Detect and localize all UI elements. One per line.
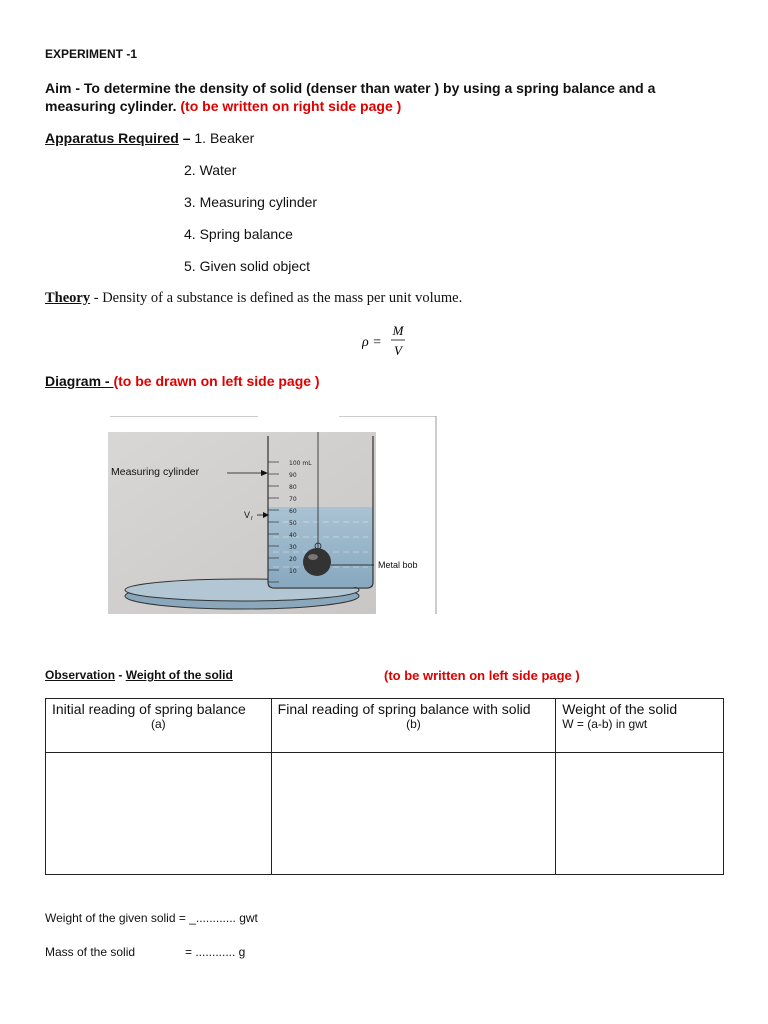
observation-dash: - [115, 668, 126, 682]
cell-initial-reading[interactable] [46, 753, 272, 875]
apparatus-item: 5. Given solid object [184, 258, 311, 274]
header-initial-reading [46, 699, 272, 753]
scale-mark: 20 [289, 556, 297, 563]
header-sub: W = (a-b) in gwt [562, 717, 648, 731]
formula-denominator: V [394, 343, 402, 358]
vr-label: V [244, 510, 251, 520]
scale-mark: 10 [289, 568, 297, 575]
table-header-row [46, 699, 724, 753]
apparatus-item: 3. Measuring cylinder [184, 194, 318, 210]
scale-mark: 50 [289, 520, 297, 527]
header-final-reading [271, 699, 556, 753]
table-row [46, 753, 724, 875]
cell-final-reading[interactable] [271, 753, 556, 875]
formula-lhs: ρ = [362, 335, 382, 350]
header-title: Initial reading of spring balance [52, 701, 246, 717]
apparatus-label: Apparatus Required [45, 130, 179, 146]
observation-table [45, 698, 724, 875]
diagram-note: (to be drawn on left side page ) [113, 373, 320, 389]
measuring-cylinder-label: Measuring cylinder [111, 466, 200, 478]
scale-mark: 80 [289, 484, 297, 491]
weight-result: Weight of the given solid = _............ gwt [45, 911, 258, 925]
theory-text: Density of a substance is defined as the mass per unit volume. [102, 290, 463, 306]
header-title: Final reading of spring balance with solid [277, 701, 531, 717]
metal-bob [303, 548, 331, 576]
aim-paragraph [45, 79, 705, 115]
diagram-heading [45, 373, 320, 389]
observation-sub-label: Weight of the solid [125, 668, 233, 682]
theory-dash: - [90, 290, 103, 306]
scale-mark: 70 [289, 496, 297, 503]
observation-note: (to be written on left side page ) [384, 668, 580, 683]
apparatus-heading [45, 130, 254, 146]
mass-label: Mass of the solid [45, 945, 136, 959]
header-title: Weight of the solid [562, 701, 678, 717]
aim-text: Aim - To determine the density of solid (denser than water ) by using a spring balance and a measuring cylinder. [45, 80, 656, 114]
header-sub: (b) [406, 717, 421, 731]
vr-subscript: r [251, 516, 253, 522]
scale-mark: 60 [289, 508, 297, 515]
mass-value: = ............ g [185, 945, 246, 959]
experiment-title: EXPERIMENT -1 [45, 47, 138, 61]
header-weight [556, 699, 724, 753]
aim-note: (to be written on right side page ) [180, 98, 402, 114]
mass-result [45, 945, 245, 959]
observation-label: Observation [45, 668, 116, 682]
scale-mark: 30 [289, 544, 297, 551]
theory-paragraph [45, 290, 462, 307]
formula-numerator: M [392, 323, 404, 338]
cell-weight[interactable] [556, 753, 724, 875]
scale-mark: 90 [289, 472, 297, 479]
header-sub: (a) [150, 717, 166, 731]
theory-label: Theory [45, 290, 91, 306]
diagram-label: Diagram - [45, 373, 114, 389]
apparatus-item: 2. Water [184, 162, 237, 178]
scale-mark-100: 100 mL [289, 460, 312, 467]
density-formula [362, 323, 422, 359]
apparatus-dash: – [178, 130, 195, 146]
metal-bob-label: Metal bob [378, 560, 418, 570]
observation-heading [45, 668, 233, 682]
apparatus-item: 1. Beaker [194, 130, 255, 146]
scale-mark: 40 [289, 532, 297, 539]
apparatus-item: 4. Spring balance [184, 226, 293, 242]
apparatus-photo [108, 432, 376, 614]
